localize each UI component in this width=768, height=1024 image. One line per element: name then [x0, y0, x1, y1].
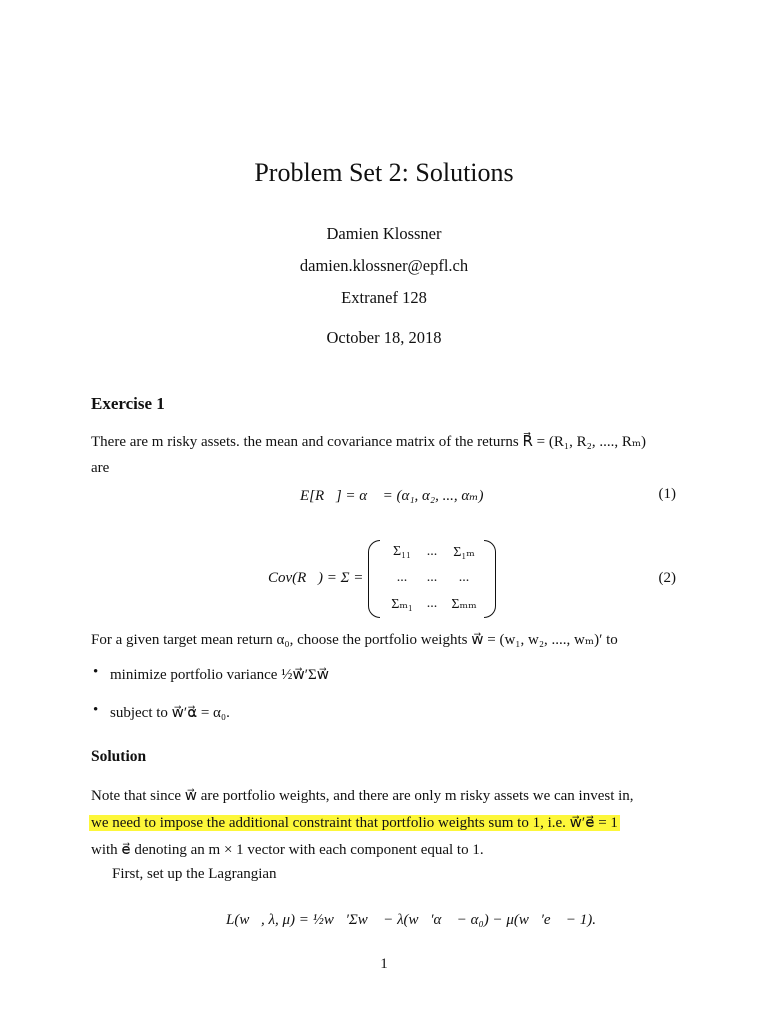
solution-heading: Solution	[91, 748, 147, 765]
author-name: Damien Klossner	[326, 224, 442, 243]
covariance-matrix	[368, 540, 496, 618]
matrix-cell: Σₘₘ	[451, 597, 477, 612]
highlighted-text: we need to impose the additional constraint that portfolio weights sum to 1, i.e. w⃗′e⃗ = 1	[91, 815, 618, 831]
exercise-heading: Exercise 1	[91, 394, 165, 413]
solution-line-3: with e⃗ denoting an m × 1 vector with each component equal to 1.	[91, 842, 484, 858]
page-number: 1	[380, 956, 388, 972]
equation-2-number: (2)	[658, 570, 676, 586]
solution-line-4: First, set up the Lagrangian	[112, 866, 277, 882]
bullet-2: subject to w⃗′α⃗ = α₀.	[110, 705, 230, 721]
equation-1-number: (1)	[658, 486, 676, 502]
author-email: damien.klossner@epfl.ch	[299, 256, 469, 275]
lagrangian-equation: L(w⃗, λ, μ) = ½w⃗′Σw⃗ − λ(w⃗′α⃗ − α₀) − μ(w⃗′e⃗ − 1).	[226, 912, 597, 928]
matrix-cell: Σ₁ₘ	[453, 545, 475, 560]
equation-2-lhs: Cov(R⃗) = Σ =	[268, 570, 364, 586]
matrix-cell: ...	[426, 544, 438, 559]
matrix-cell: ...	[426, 570, 438, 585]
bullet-1: minimize portfolio variance ½w⃗′Σw⃗	[110, 667, 329, 683]
intro-line-2: are	[91, 460, 110, 476]
matrix-cell: Σ₁₁	[393, 544, 411, 559]
intro-line-1: There are m risky assets. the mean and covariance matrix of the returns R⃗ = (R₁, R₂, ...., Rₘ)	[91, 434, 647, 450]
paper-date: October 18, 2018	[326, 328, 442, 347]
matrix-cell: ...	[458, 570, 470, 585]
solution-line-1: Note that since w⃗ are portfolio weights, and there are only m risky assets we can invest in,	[91, 788, 634, 804]
matrix-cell: ...	[426, 596, 438, 611]
matrix-left-paren	[368, 540, 380, 618]
matrix-cell: ...	[396, 570, 408, 585]
equation-1: E[R⃗] = α⃗ = (α₁, α₂, ..., αₘ)	[300, 488, 484, 504]
paper-title: Problem Set 2: Solutions	[254, 158, 514, 187]
bullet-dot: •	[93, 664, 99, 680]
solution-line-2-highlighted	[89, 813, 620, 832]
target-line: For a given target mean return α₀, choose the portfolio weights w⃗ = (w₁, w₂, ...., wₘ)′ to	[91, 632, 618, 648]
matrix-right-paren	[484, 540, 496, 618]
matrix-cell: Σₘ₁	[391, 597, 413, 612]
author-office: Extranef 128	[341, 288, 427, 307]
bullet-dot: •	[93, 702, 99, 718]
